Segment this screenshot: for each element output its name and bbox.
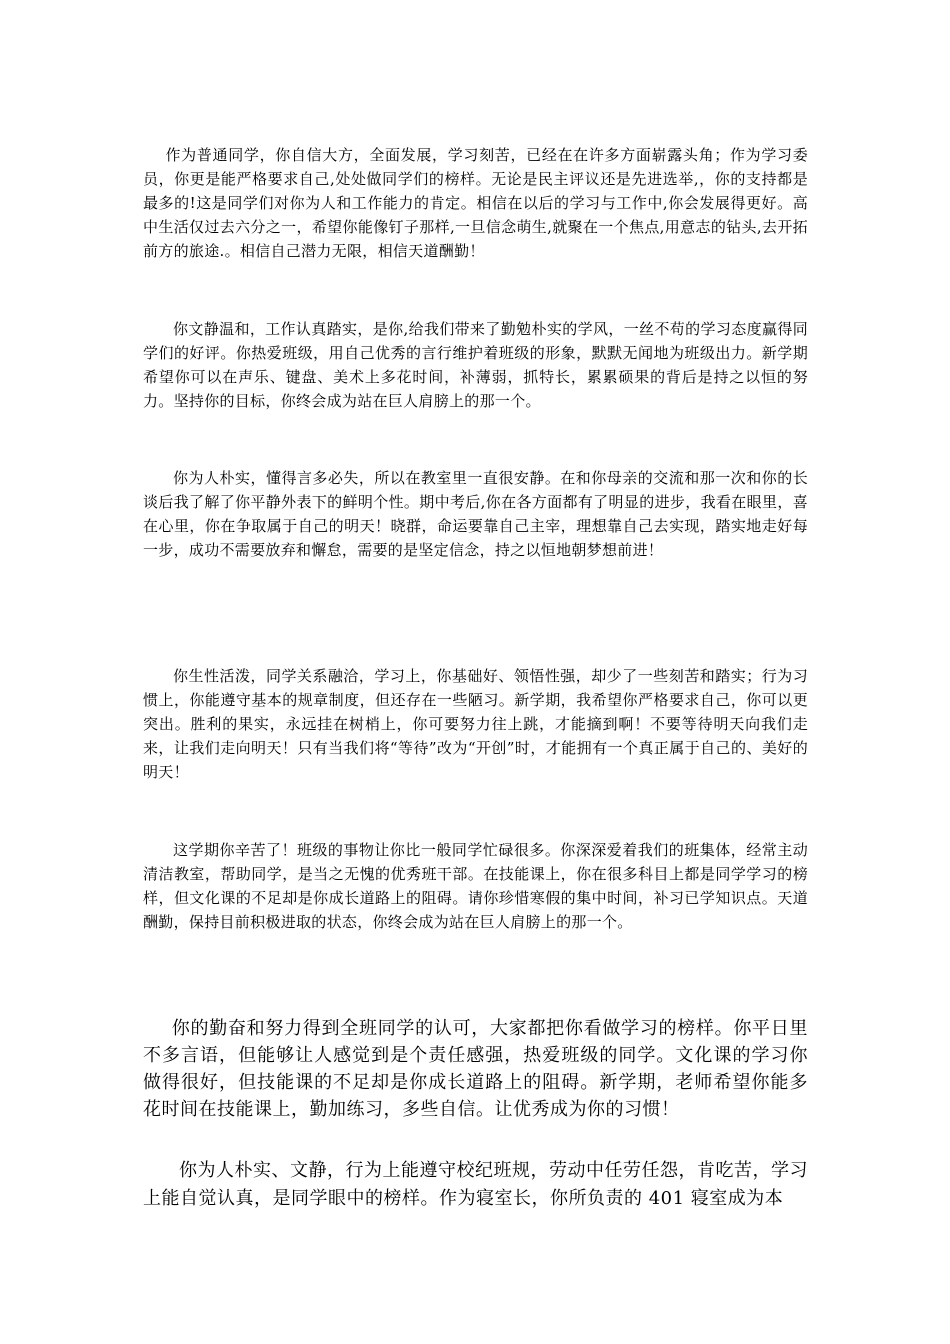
- comment-paragraph-5: 这学期你辛苦了！班级的事物让你比一般同学忙碌很多。你深深爱着我们的班集体，经常主动清洁教室，帮助同学，是当之无愧的优秀班干部。在技能课上，你在很多科目上都是同学学习的榜样，但文化课的不足却是你成长道路上的阻碍。请你珍惜寒假的集中时间，补习已学知识点。天道酬勤，保持目前积极进取的状态，你终会成为站在巨人肩膀上的那一个。: [143, 841, 808, 931]
- comment-paragraph-2: 你文静温和，工作认真踏实，是你,给我们带来了勤勉朴实的学风，一丝不苟的学习态度赢得同学们的好评。你热爱班级，用自己优秀的言行维护着班级的形象，默默无闻地为班级出力。新学期希望你可以在声乐、键盘、美术上多花时间，补薄弱，抓特长，累累硕果的背后是持之以恒的努力。坚持你的目标，你终会成为站在巨人肩膀上的那一个。: [143, 320, 808, 410]
- comment-paragraph-6: 你的勤奋和努力得到全班同学的认可，大家都把你看做学习的榜样。你平日里不多言语，但能够让人感觉到是个责任感强，热爱班级的同学。文化课的学习你做得很好，但技能课的不足却是你成长道路上的阻碍。新学期，老师希望你能多花时间在技能课上，勤加练习，多些自信。让优秀成为你的习惯！: [143, 1018, 808, 1120]
- comment-paragraph-1: 作为普通同学，你自信大方，全面发展，学习刻苦，已经在在许多方面崭露头角；作为学习委员，你更是能严格要求自己,处处做同学们的榜样。无论是民主评议还是先进选举,，你的支持都是最多的!这是同学们对你为人和工作能力的肯定。相信在以后的学习与工作中,你会发展得更好。高中生活仅过去六分之一，希望你能像钉子那样,一旦信念萌生,就聚在一个焦点,用意志的钻头,去开拓前方的旅途.。相信自己潜力无限，相信天道酬勤！: [143, 146, 808, 260]
- comment-paragraph-7: 你为人朴实、文静，行为上能遵守校纪班规，劳动中任劳任怨，肯吃苦，学习上能自觉认真，是同学眼中的榜样。作为寝室长，你所负责的 401 寝室成为本: [143, 1160, 808, 1209]
- comment-paragraph-3: 你为人朴实，懂得言多必失，所以在教室里一直很安静。在和你母亲的交流和那一次和你的长谈后我了解了你平静外表下的鲜明个性。期中考后,你在各方面都有了明显的进步，我看在眼里，喜在心里，你在争取属于自己的明天！晓群，命运要靠自己主宰，理想靠自己去实现，踏实地走好每一步，成功不需要放弃和懈怠，需要的是坚定信念，持之以恒地朝梦想前进！: [143, 469, 808, 559]
- comment-paragraph-4: 你生性活泼，同学关系融洽，学习上，你基础好、领悟性强，却少了一些刻苦和踏实；行为习惯上，你能遵守基本的规章制度，但还存在一些陋习。新学期，我希望你严格要求自己，你可以更突出。胜利的果实，永远挂在树梢上，你可要努力往上跳，才能摘到啊！不要等待明天向我们走来，让我们走向明天！只有当我们将“等待”改为“开创”时，才能拥有一个真正属于自己的、美好的明天！: [143, 667, 808, 781]
